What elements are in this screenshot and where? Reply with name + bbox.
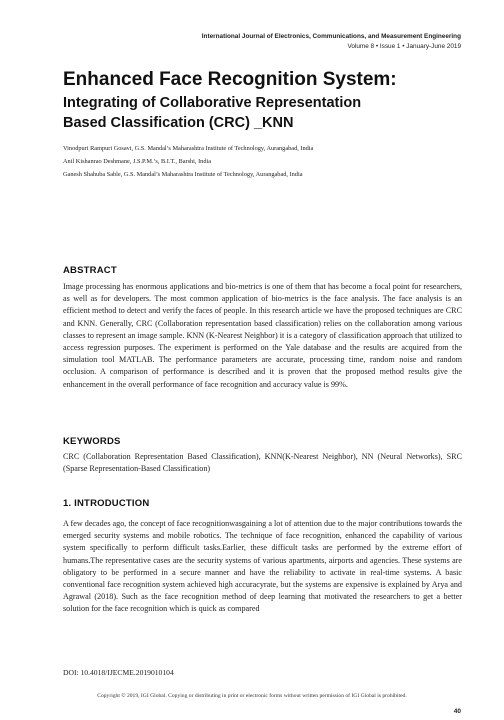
introduction-heading: 1. INTRODUCTION xyxy=(63,498,150,509)
author-affiliation: Ganesh Shahuba Sable, G.S. Mandal’s Maharashtra Institute of Technology, Aurangabad, India xyxy=(63,171,303,178)
issue-line: Volume 8 • Issue 1 • January-June 2019 xyxy=(347,43,461,50)
author-affiliation: Anil Kishanrao Deshmane, J.S.P.M.’s, B.I.T., Barshi, India xyxy=(63,158,212,165)
article-title-block xyxy=(63,68,463,132)
article-subtitle-line-1: Integrating of Collaborative Representation xyxy=(63,95,362,111)
author-affiliation: Vinodpuri Rampuri Gosavi, G.S. Mandal’s Maharashtra Institute of Technology, Aurangabad, India xyxy=(63,145,314,152)
abstract-heading: ABSTRACT xyxy=(63,265,117,276)
author-list xyxy=(63,142,463,181)
copyright-notice: Copyright © 2019, IGI Global. Copying or distributing in print or electronic forms without written permission of IGI Global is prohibited. xyxy=(97,693,407,699)
keywords-heading: KEYWORDS xyxy=(63,436,121,447)
page-number: 40 xyxy=(453,708,461,715)
journal-name: International Journal of Electronics, Communications, and Measurement Engineering xyxy=(201,33,461,40)
doi-line: DOI: 10.4018/IJECME.2019010104 xyxy=(63,668,174,677)
journal-header xyxy=(202,32,461,52)
abstract-text: Image processing has enormous applications and bio-metrics is one of them that has become a focal point for researchers, as well as for developers. The most common application of bio-metrics is the face analysis. The face analysis is an efficient method to detect and verify the faces of people. In this research article we have the proposed techniques are CRC and KNN. Generally, CRC (Collaboration representation based classification) relies on the collaboration among various classes to represent an image sample. KNN (K-Nearest Neighbor) it is a category of classification approach that utilized to access regression purposes. The experiment is performed on the Yale database and the results are acquired from the simulation tool MATLAB. The performance parameters are accurate, processing time, random noise and random occlusion. A comparison of performance is described and it is proven that the proposed method results give the enhancement in the overall performance of face recognition and accuracy value is 99%. xyxy=(63,282,462,389)
introduction-text: A few decades ago, the concept of face recognitionwasgaining a lot of attention due to the major contributions towards the emerged security systems and mobile robotics. The technique of face recognition, enhanced the capability of various system specifically to perform difficult tasks.Earlier, these difficult tasks are performed by the extreme effort of humans.The representative cases are the security systems of various apartments, airports and agencies. These systems are obligatory to be performed in a secure manner and have the reliability to activate in real-time systems. A basic conventional face recognition system achieved high accuracyrate, but the systems are expensive is explained by Arya and Agrawal (2018). Such as the face recognition method of deep learning that motivated the researchers to get a better solution for the face recognition which is quick as compared xyxy=(63,519,462,614)
article-title: Enhanced Face Recognition System: xyxy=(63,69,397,90)
keywords-text: CRC (Collaboration Representation Based Classification), KNN(K-Nearest Neighbor), NN (Neural Networks), SRC (Sparse Representation-Based Classification) xyxy=(63,452,462,474)
article-subtitle-line-2: Based Classification (CRC) _KNN xyxy=(63,115,294,131)
